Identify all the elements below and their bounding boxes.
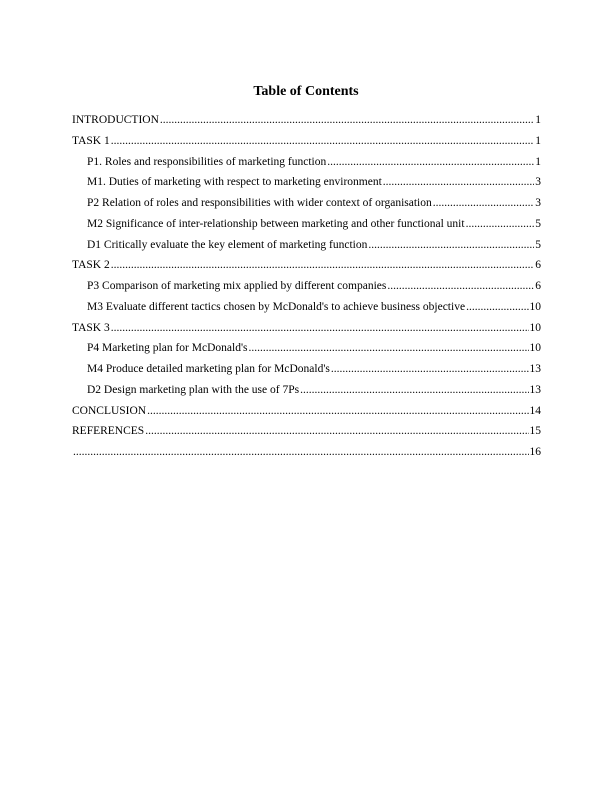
toc-entry-task-1[interactable] <box>72 134 541 155</box>
dot-leader <box>73 445 529 460</box>
dot-leader <box>160 113 534 128</box>
dot-leader <box>145 424 528 439</box>
toc-entry-label: P2 Relation of roles and responsibilities with wider context of organisation <box>87 197 432 209</box>
toc-entry-page: 1 <box>535 155 541 168</box>
dot-leader <box>387 279 534 294</box>
toc-entry-references[interactable] <box>72 424 541 445</box>
dot-leader <box>368 238 534 253</box>
toc-entry-label: M4 Produce detailed marketing plan for McDonald's <box>87 363 330 375</box>
dot-leader <box>331 362 529 377</box>
toc-entry-page: 16 <box>529 446 541 458</box>
toc-entry-label: TASK 1 <box>72 134 110 147</box>
dot-leader <box>111 258 535 273</box>
toc-entry-page: 3 <box>535 197 541 209</box>
toc-entry-p1[interactable] <box>72 155 541 176</box>
toc-entry-p2[interactable] <box>72 196 541 217</box>
toc-entry-page: 14 <box>529 404 541 417</box>
toc-entry-p3[interactable] <box>72 279 541 300</box>
toc-entry-page: 6 <box>535 280 541 292</box>
toc-entry-label: P3 Comparison of marketing mix applied by different companies <box>87 280 387 292</box>
toc-entry-page: 10 <box>529 300 541 313</box>
dot-leader <box>300 383 528 398</box>
dot-leader <box>249 341 529 356</box>
toc-entry-m1[interactable] <box>72 175 541 196</box>
toc-entry-task-2[interactable] <box>72 258 541 279</box>
toc-entry-m4[interactable] <box>72 362 541 383</box>
toc-entry-page: 6 <box>535 259 541 272</box>
dot-leader <box>466 300 528 315</box>
toc-entry-page: 1 <box>535 134 541 147</box>
dot-leader <box>433 196 535 211</box>
toc-entry-page: 15 <box>529 425 541 438</box>
toc-entry-m3[interactable] <box>72 300 541 321</box>
toc-entry-label: INTRODUCTION <box>72 114 159 126</box>
toc-list <box>72 113 541 466</box>
toc-entry-page: 3 <box>535 176 541 189</box>
dot-leader <box>327 155 534 170</box>
dot-leader <box>147 404 528 419</box>
toc-entry-d1[interactable] <box>72 238 541 259</box>
toc-entry-label: TASK 2 <box>72 259 110 272</box>
toc-entry-label: REFERENCES <box>72 425 145 438</box>
toc-entry-introduction[interactable] <box>72 113 541 134</box>
dot-leader <box>111 134 535 149</box>
toc-entry-conclusion[interactable] <box>72 404 541 425</box>
toc-title: Table of Contents <box>253 84 359 99</box>
toc-entry-d2[interactable] <box>72 383 541 404</box>
toc-entry-label: P4 Marketing plan for McDonald's <box>87 342 248 355</box>
toc-entry-label: P1. Roles and responsibilities of marketing function <box>87 155 327 168</box>
toc-entry-page: 13 <box>529 363 541 375</box>
toc-entry-page: 10 <box>529 342 541 355</box>
toc-entry-m2[interactable] <box>72 217 541 238</box>
dot-leader <box>383 175 534 190</box>
toc-entry-p4[interactable] <box>72 341 541 362</box>
toc-entry-task-3[interactable] <box>72 321 541 342</box>
toc-entry-page: 13 <box>529 383 541 396</box>
toc-entry-label: M1. Duties of marketing with respect to marketing environment <box>87 176 382 189</box>
toc-entry-label: M2 Significance of inter-relationship between marketing and other functional unit <box>87 217 465 230</box>
toc-entry-label: M3 Evaluate different tactics chosen by McDonald's to achieve business objective <box>87 300 466 313</box>
toc-entry-page: 1 <box>535 114 541 126</box>
toc-entry-page: 5 <box>535 217 541 230</box>
toc-entry-page: 5 <box>535 238 541 251</box>
dot-leader <box>466 217 535 232</box>
toc-entry-label: D2 Design marketing plan with the use of 7Ps <box>87 383 300 396</box>
toc-entry-unlabeled[interactable] <box>72 445 541 466</box>
toc-entry-label: TASK 3 <box>72 321 110 334</box>
toc-entry-label: CONCLUSION <box>72 404 147 417</box>
dot-leader <box>111 321 529 336</box>
toc-entry-page: 10 <box>529 321 541 334</box>
toc-entry-label: D1 Critically evaluate the key element of marketing function <box>87 238 368 251</box>
